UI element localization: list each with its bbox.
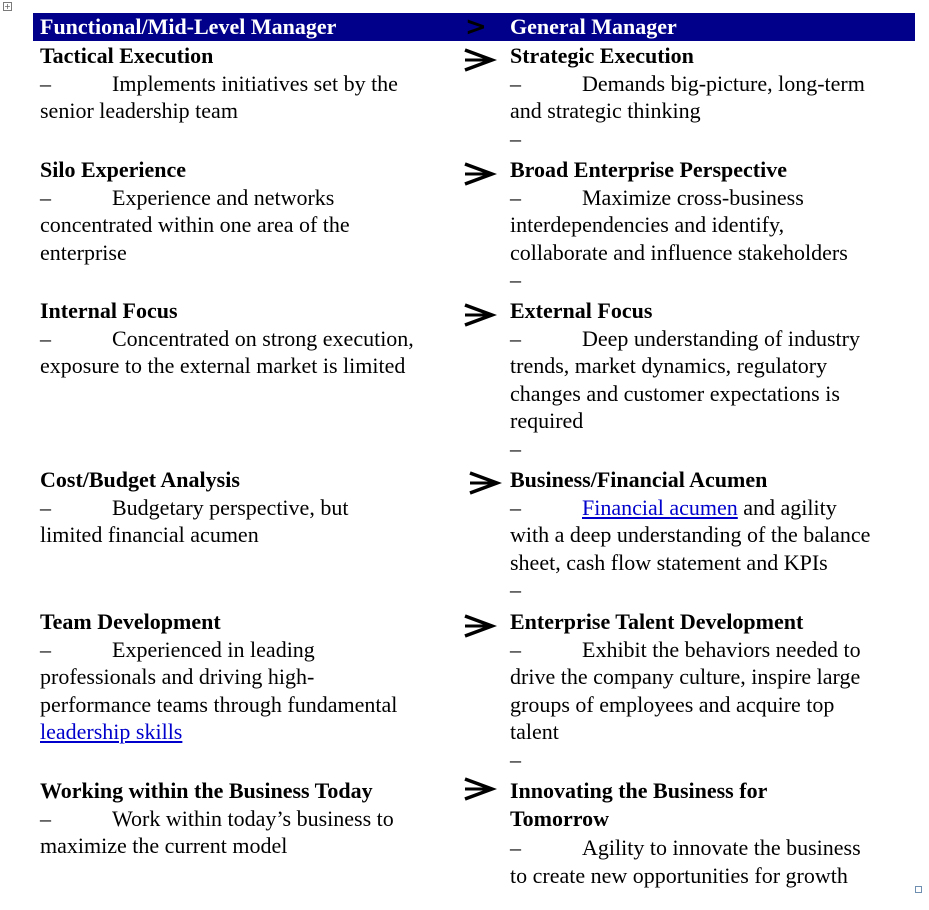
dash-bullet: – — [510, 494, 521, 520]
dash-bullet: – — [40, 184, 51, 210]
dash-bullet: – — [510, 435, 521, 461]
row-4-right-desc: with a deep understanding of the balance — [510, 522, 871, 547]
row-6-right-title: Tomorrow — [510, 805, 609, 831]
row-5-right-desc: groups of employees and acquire top — [510, 691, 835, 717]
financial-acumen-link[interactable]: Financial acumen — [582, 494, 738, 520]
row-5-left-desc: performance teams through fundamental — [40, 691, 398, 717]
row-4-right-desc: sheet, cash flow statement and KPIs — [510, 549, 828, 575]
table-move-handle[interactable]: + — [4, 2, 11, 11]
row-2-left-desc: enterprise — [40, 239, 127, 265]
header-left-label: Functional/Mid-Level Manager — [40, 14, 337, 39]
row-2-right-title: Broad Enterprise Perspective — [510, 157, 787, 182]
leadership-skills-link[interactable]: leadership skills — [40, 719, 183, 744]
row-3-left-title: Internal Focus — [40, 298, 178, 323]
dash-bullet: – — [40, 325, 51, 351]
row-1-right-desc: Demands big-picture, long-term — [582, 70, 865, 96]
row-1-left-desc: Implements initiatives set by the — [112, 70, 398, 96]
row-6-right-desc: Agility to innovate the business — [582, 835, 861, 860]
dash-bullet: – — [510, 125, 521, 151]
row-5-right-title: Enterprise Talent Development — [510, 609, 804, 634]
row-6-right-title: Innovating the Business for — [510, 778, 768, 803]
row-3-right-title: External Focus — [510, 298, 653, 323]
row-4-left-title: Cost/Budget Analysis — [40, 467, 240, 492]
arrow-right-icon — [461, 161, 497, 187]
dash-bullet: – — [40, 70, 51, 96]
row-3-right-desc: Deep understanding of industry — [582, 325, 860, 351]
row-2-right-desc: Maximize cross-business — [582, 184, 804, 210]
table-header — [33, 13, 915, 41]
row-5-right-desc: talent — [510, 719, 559, 744]
arrow-right-icon — [461, 302, 497, 328]
row-3-left-cell — [40, 297, 460, 380]
row-6-right-cell — [510, 777, 910, 889]
row-6-left-desc: Work within today’s business to — [112, 805, 394, 831]
row-1-right-title: Strategic Execution — [510, 43, 694, 68]
header-right-label: General Manager — [510, 14, 677, 39]
row-5-right-desc: Exhibit the behaviors needed to — [582, 636, 861, 662]
row-4-right-cell — [510, 466, 910, 604]
row-1-left-title: Tactical Execution — [40, 43, 214, 68]
row-2-right-cell — [510, 156, 910, 294]
row-6-left-desc: maximize the current model — [40, 833, 288, 858]
row-3-right-desc: trends, market dynamics, regulatory — [510, 353, 828, 378]
dash-bullet: – — [510, 577, 521, 602]
row-1-right-desc: and strategic thinking — [510, 98, 701, 123]
table-resize-handle[interactable] — [915, 886, 922, 893]
row-4-left-desc: Budgetary perspective, but — [112, 494, 349, 520]
dash-bullet: – — [510, 184, 521, 210]
header-arrow-icon: > — [465, 12, 487, 42]
dash-bullet: – — [510, 325, 521, 351]
arrow-right-icon — [466, 470, 502, 496]
row-4-right-desc: and agility — [737, 494, 837, 520]
row-6-right-desc: to create new opportunities for growth — [510, 862, 848, 888]
row-4-right-title: Business/Financial Acumen — [510, 467, 768, 492]
dash-bullet: – — [510, 835, 521, 860]
row-2-right-desc: interdependencies and identify, — [510, 212, 785, 237]
row-3-right-desc: required — [510, 408, 584, 433]
row-2-right-desc: collaborate and influence stakeholders — [510, 239, 848, 265]
dash-bullet: – — [510, 70, 521, 96]
row-2-left-desc: Experience and networks — [112, 184, 335, 210]
dash-bullet: – — [510, 267, 521, 292]
row-1-right-cell — [510, 42, 910, 152]
row-2-left-title: Silo Experience — [40, 157, 187, 182]
row-1-left-cell — [40, 42, 460, 125]
dash-bullet: – — [40, 494, 51, 520]
row-3-left-desc: exposure to the external market is limited — [40, 353, 406, 378]
row-2-left-cell — [40, 156, 460, 266]
dash-bullet: – — [40, 805, 51, 831]
row-5-left-cell — [40, 608, 460, 746]
row-4-left-cell — [40, 466, 460, 549]
row-3-right-cell — [510, 297, 910, 462]
row-2-left-desc: concentrated within one area of the — [40, 212, 350, 237]
row-6-left-title: Working within the Business Today — [40, 778, 373, 803]
arrow-right-icon — [461, 613, 497, 639]
row-5-left-desc: Experienced in leading — [112, 636, 315, 662]
dash-bullet: – — [510, 746, 521, 772]
row-5-left-title: Team Development — [40, 609, 221, 634]
row-3-left-desc: Concentrated on strong execution, — [112, 325, 414, 351]
arrow-right-icon — [461, 47, 497, 73]
row-5-right-desc: drive the company culture, inspire large — [510, 664, 861, 689]
arrow-right-icon — [461, 776, 497, 802]
row-5-left-desc: professionals and driving high- — [40, 664, 315, 689]
dash-bullet: – — [40, 636, 51, 662]
dash-bullet: – — [510, 636, 521, 662]
row-4-left-desc: limited financial acumen — [40, 522, 259, 547]
row-3-right-desc: changes and customer expectations is — [510, 380, 840, 406]
row-6-left-cell — [40, 777, 460, 860]
row-5-right-cell — [510, 608, 910, 773]
row-1-left-desc: senior leadership team — [40, 98, 238, 123]
